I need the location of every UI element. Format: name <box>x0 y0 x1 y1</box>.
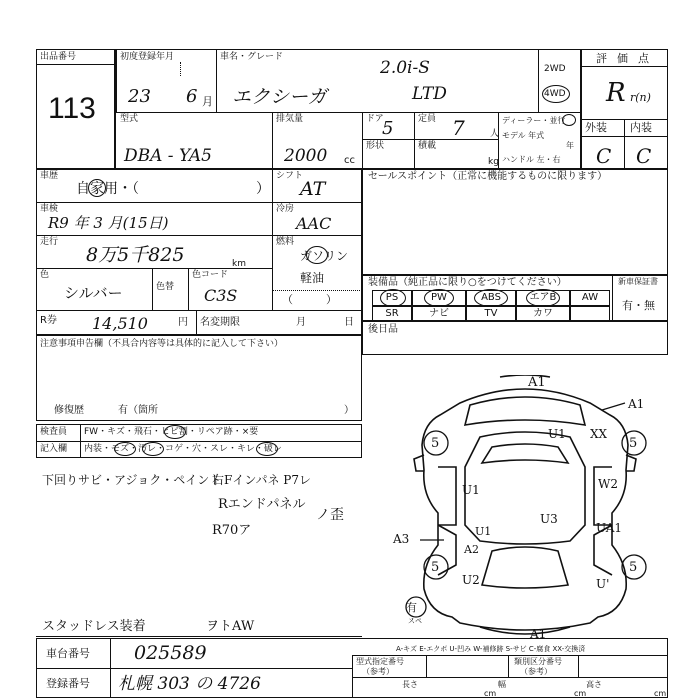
period-month: 月 <box>296 317 306 328</box>
remark-rear-door: R70ア <box>212 523 252 538</box>
history-value: 自家用・（ <box>76 181 139 197</box>
diag-mark-u3: U3 <box>540 512 558 526</box>
period-label: 名変期限 <box>200 317 240 328</box>
inspector-label: 検査員 <box>40 427 68 437</box>
diag-mark-u-prime: U' <box>596 577 610 591</box>
diag-mark-u1-rear: U1 <box>475 525 492 538</box>
diag-mark-a2: A2 <box>464 543 479 556</box>
remark-studless: スタッドレス装着 <box>42 619 146 634</box>
diag-mark-spare-sub: スペ <box>408 617 422 625</box>
width-cm: cm <box>574 689 587 698</box>
equip-blank <box>570 306 610 321</box>
doors-label: ドア <box>366 114 384 124</box>
warranty-label: 新車保証書 <box>618 277 658 286</box>
ac-value: AAC <box>296 214 332 233</box>
equip-abs-circle <box>474 289 508 307</box>
displacement-unit: cc <box>344 155 355 166</box>
height-label: 高さ <box>586 680 602 689</box>
inspection-value: R9 年 3 月(15日) <box>48 214 169 232</box>
repair-label: 修復歴 <box>54 405 84 416</box>
damage-legend: A-キズ E-エクボ U-凹み W-補修跡 S-サビ C-腐食 XX-交換済 <box>396 645 586 653</box>
sales-point-label: セールスポイント（正常に機能するものに限ります） <box>368 171 608 182</box>
repair-close: ） <box>344 405 354 416</box>
equip-leather: カワ <box>516 306 570 321</box>
chassis-label: 車台番号 <box>46 647 90 660</box>
fuel-gasoline: ガソリン <box>300 249 349 263</box>
diag-mark-a1-extra <box>580 376 581 377</box>
color-value: シルバー <box>64 284 123 302</box>
sales-point-box <box>362 169 668 275</box>
inspection-label: 車検 <box>40 204 59 214</box>
capacity-label: 定員 <box>418 114 437 124</box>
car-name-label: 車名・グレード <box>220 52 284 62</box>
remark-underbody: 下回りサビ・アジョク・ペイント <box>42 473 222 487</box>
equipment-label: 装備品（純正品に限り○をつけてください） <box>368 277 567 288</box>
equip-sr: SR <box>372 306 412 321</box>
load-label: 積載 <box>418 141 437 151</box>
interior-label: 内装 <box>630 121 652 134</box>
history-close: ） <box>256 181 270 197</box>
capacity-value: 7 <box>452 116 465 140</box>
rear-items-label: 後日品 <box>368 324 398 335</box>
color-code: C3S <box>204 286 238 305</box>
fuel-light-oil: 軽油 <box>300 271 325 285</box>
registration-value: 札幌 303 の 4726 <box>118 674 261 694</box>
exterior-label: 外装 <box>585 121 607 134</box>
rating-label: 評価点 <box>596 52 659 65</box>
model-label: 型式 <box>120 114 139 124</box>
diag-mark-5-fr: 5 <box>629 436 638 451</box>
model-value: DBA - YA5 <box>124 146 212 166</box>
repaint-label: 色替 <box>156 282 175 292</box>
length-label: 長さ <box>402 680 418 689</box>
shift-value: AT <box>300 178 326 200</box>
remark-end-panel: Rエンドパネル <box>218 497 306 512</box>
class-label: 類別区分番号 <box>514 657 562 666</box>
equip-pw-circle <box>424 289 454 307</box>
diag-mark-5-fl: 5 <box>431 436 440 451</box>
remark-instrument-panel: 右Fインパネ P7レ <box>212 473 312 487</box>
interior-grade: C <box>636 144 652 168</box>
doors-value: 5 <box>382 118 394 139</box>
repair-value: 有（箇所 <box>118 405 158 416</box>
equip-ps-circle <box>380 289 406 307</box>
mileage-value: 8万5千825 <box>86 244 185 266</box>
equip-airbag-circle <box>526 289 560 307</box>
model-year-label: モデル 年式 <box>502 131 545 140</box>
diag-mark-5-rl: 5 <box>431 560 440 575</box>
class-ref: （参考） <box>520 667 552 676</box>
diag-mark-spare: 有 <box>406 601 417 614</box>
inspector-flying-stone-circle <box>164 425 186 439</box>
fuel-gasoline-circle <box>306 246 328 264</box>
drive-2wd: 2WD <box>544 64 566 74</box>
entry-mozu-circle <box>114 442 136 456</box>
first-reg-month-unit: 月 <box>202 95 213 108</box>
first-reg-label: 初度登録年月 <box>120 52 175 62</box>
lot-label: 出品番号 <box>40 52 77 62</box>
equip-tv: TV <box>466 306 516 321</box>
drive-4wd-circle <box>542 85 570 103</box>
shape-label: 形状 <box>366 141 385 151</box>
drive-4wd: 4WD <box>544 89 566 99</box>
registration-label: 登録番号 <box>46 677 90 690</box>
lot-number: 113 <box>48 92 96 125</box>
diag-mark-xx: XX <box>590 427 608 441</box>
diag-mark-u2: U2 <box>462 573 480 587</box>
fuel-label: 燃料 <box>276 237 295 247</box>
displacement-value: 2000 <box>284 146 328 166</box>
recycle-unit: 円 <box>178 317 188 328</box>
car-name: エクシーガ <box>232 86 327 108</box>
diag-mark-a3: A3 <box>393 532 410 546</box>
diag-mark-w2: W2 <box>598 477 618 491</box>
rating-score: R <box>606 78 626 108</box>
equip-navi: ナビ <box>412 306 466 321</box>
equip-airbag: エアB <box>516 290 570 306</box>
handle-label: ハンドル 左・右 <box>502 155 561 164</box>
color-code-label: 色コード <box>192 270 229 280</box>
rear-items-box <box>362 321 668 355</box>
dealer-circle <box>562 114 576 126</box>
length-cm: cm <box>484 689 497 698</box>
car-grade: 2.0i-S <box>380 58 430 78</box>
recycle-label: R券 <box>40 315 57 326</box>
diag-mark-u1-left: U1 <box>462 483 480 497</box>
diag-mark-a1-bottom: A1 <box>530 627 547 641</box>
dealer-label: ディーラー・並行 <box>502 116 566 125</box>
equip-aw: AW <box>570 290 610 306</box>
car-trim: LTD <box>412 84 447 104</box>
mileage-label: 走行 <box>40 237 59 247</box>
recycle-value: 14,510 <box>92 314 148 333</box>
remark-aw: ヲトAW <box>206 619 255 634</box>
height-cm: cm <box>654 689 667 698</box>
inspector-items: FW・キズ・飛石・ヒビ割・リペア跡・×要 <box>84 427 259 437</box>
entry-dirt-circle <box>142 442 164 456</box>
color-label: 色 <box>40 270 50 280</box>
chassis-value: 025589 <box>134 642 207 664</box>
car-damage-diagram <box>380 375 670 645</box>
exterior-grade: C <box>596 144 612 168</box>
fuel-paren: （ ） <box>282 293 337 306</box>
period-day: 日 <box>344 317 354 328</box>
diag-mark-ua1: UA1 <box>596 521 623 535</box>
width-label: 幅 <box>498 680 506 689</box>
entry-scratch-circle <box>256 442 278 456</box>
entry-label: 記入欄 <box>40 444 68 454</box>
diag-mark-a1-top: A1 <box>528 375 546 390</box>
equip-ps: PS <box>372 290 412 306</box>
notes-label: 注意事項申告欄（不具合内容等は具体的に記入して下さい） <box>40 339 284 349</box>
model-year-unit: 年 <box>566 141 574 150</box>
diag-mark-u1-hood: U1 <box>548 427 566 441</box>
displacement-label: 排気量 <box>276 114 304 124</box>
history-label: 車歴 <box>40 171 59 181</box>
capacity-unit: 人 <box>490 129 500 139</box>
load-unit: kg <box>488 157 499 167</box>
mileage-unit: km <box>232 259 246 269</box>
designated-ref: （参考） <box>362 667 394 676</box>
history-circle <box>88 179 106 197</box>
diag-mark-a1-right: A1 <box>628 397 645 411</box>
designated-label: 型式指定番号 <box>356 657 404 666</box>
remark-distortion: ノ歪 <box>316 507 344 523</box>
entry-items: 内装・モズ・汚レ・コゲ・穴・スレ・キレ・破レ <box>84 444 282 454</box>
ac-label: 冷房 <box>276 204 295 214</box>
first-reg-month: 6 <box>186 86 198 107</box>
equip-abs: ABS <box>466 290 516 306</box>
rating-score-small: r(n) <box>630 91 651 104</box>
warranty-value: 有・無 <box>622 299 655 312</box>
equip-pw: PW <box>412 290 466 306</box>
first-reg-year: 23 <box>128 86 151 107</box>
shift-label: シフト <box>276 171 304 181</box>
diag-mark-5-rr: 5 <box>629 560 638 575</box>
